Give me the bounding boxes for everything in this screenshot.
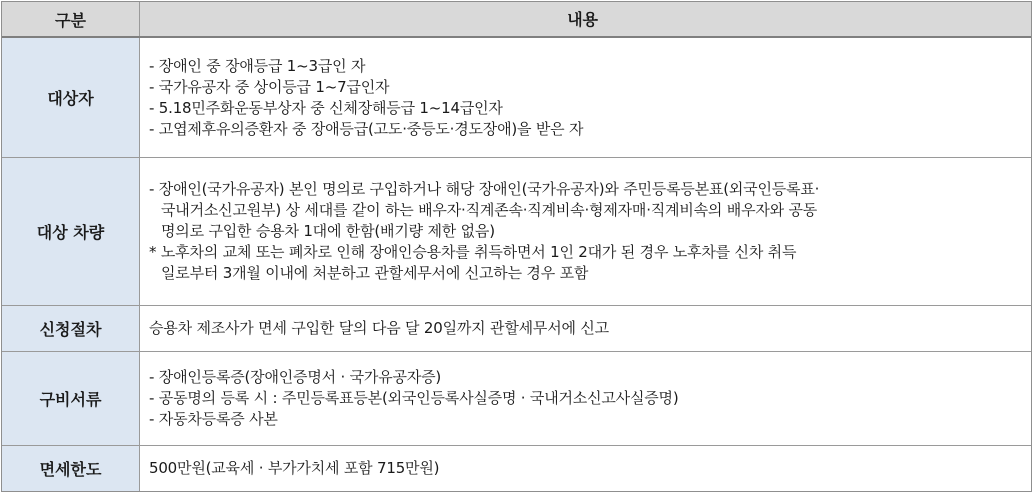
- table-row-documents: [2, 352, 1031, 446]
- info-table: [1, 1, 1032, 492]
- row-label-documents: 구비서류: [2, 352, 140, 445]
- row-content-documents: [140, 352, 1031, 445]
- content-line: - 장애인 중 장애등급 1~3급인 자: [149, 56, 366, 75]
- table-row-procedure: [2, 306, 1031, 352]
- table-row-target-vehicle: [2, 158, 1031, 306]
- row-label-procedure: 신청절차: [2, 306, 140, 351]
- table-row-exemption-limit: [2, 446, 1031, 491]
- content-line: 500만원(교육세 · 부가가치세 포함 715만원): [149, 459, 440, 477]
- content-line: * 노후차의 교체 또는 폐차로 인해 장애인승용차를 취득하면서 1인 2대가 된 경우 노후차를 신차 취득: [149, 243, 797, 261]
- row-content-exemption-limit: [140, 446, 1031, 491]
- content-line: - 자동차등록증 사본: [149, 410, 278, 428]
- row-label-exemption-limit: 면세한도: [2, 446, 140, 491]
- content-line: - 고엽제후유의증환자 중 장애등급(고도·중등도·경도장애)을 받은 자: [149, 119, 584, 138]
- header-content: [140, 2, 1031, 36]
- content-line: 일로부터 3개월 이내에 처분하고 관할세무서에 신고하는 경우 포함: [161, 264, 589, 282]
- row-label-target-persons: 대상자: [2, 38, 140, 157]
- content-line: - 장애인(국가유공자) 본인 명의로 구입하거나 해당 장애인(국가유공자)와 주민등록등본표(외국인등록표·: [149, 180, 820, 198]
- row-content-procedure: [140, 306, 1031, 351]
- row-label-target-vehicle: 대상 차량: [2, 158, 140, 305]
- header-category: 구분: [2, 2, 140, 36]
- header-content-label: 내용: [567, 9, 598, 29]
- content-line: 국내거소신고원부) 상 세대를 같이 하는 배우자·직계존속·직계비속·형제자매·직계비속의 배우자와 공동: [161, 201, 818, 219]
- table-header-row: [2, 2, 1031, 38]
- content-line: - 공동명의 등록 시 : 주민등록표등본(외국인등록사실증명 · 국내거소신고사실증명): [149, 389, 679, 407]
- row-content-target-vehicle: [140, 158, 1031, 305]
- row-content-target-persons: [140, 38, 1031, 157]
- content-line: - 국가유공자 중 상이등급 1~7급인자: [149, 77, 390, 96]
- content-line: 명의로 구입한 승용차 1대에 한함(배기량 제한 없음): [161, 222, 495, 240]
- content-line: - 장애인등록증(장애인증명서 · 국가유공자증): [149, 368, 442, 386]
- content-line: 승용차 제조사가 면세 구입한 달의 다음 달 20일까지 관할세무서에 신고: [149, 319, 609, 337]
- content-line: - 5.18민주화운동부상자 중 신체장해등급 1~14급인자: [149, 98, 503, 117]
- table-row-target-persons: [2, 38, 1031, 158]
